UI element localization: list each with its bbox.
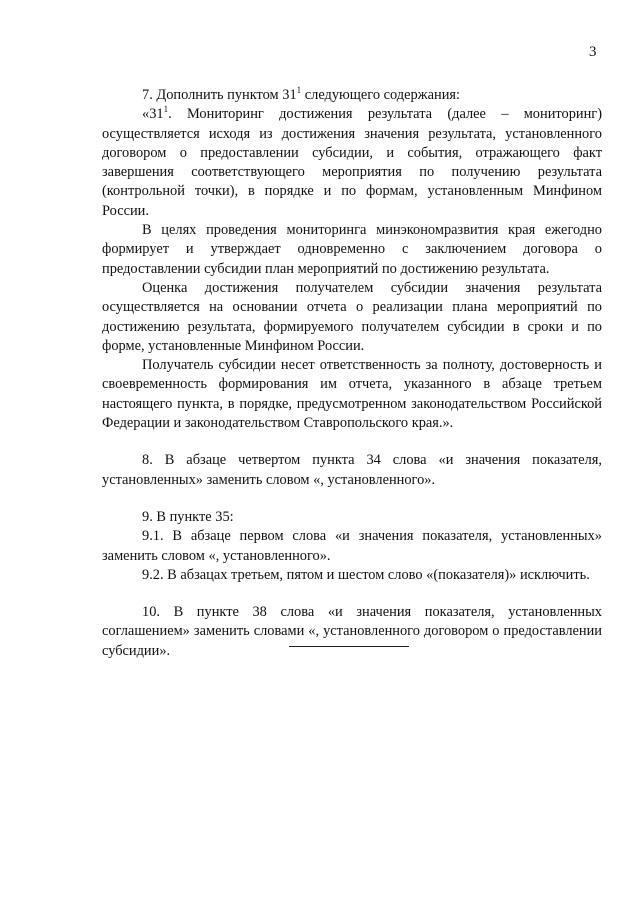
item-7-heading-tail: следующего содержания:	[301, 87, 461, 103]
item-7-heading	[102, 86, 602, 105]
item-8: 8. В абзаце четвертом пункта 34 слова «и значения показателя, установленных» заменить словом «, установленного».	[102, 452, 602, 488]
page-number: 3	[589, 44, 597, 60]
item-7-paragraph-4: Получатель субсидии несет ответственность за полноту, достоверность и своевременность формирования им отчета, указанного в абзаце третьем настоящего пункта, в порядке, предусмотренном законодательством Российской Федерации и законодательством Ставропольского края.».	[102, 357, 602, 432]
spacer	[102, 433, 602, 451]
spacer	[102, 490, 602, 508]
item-7-heading-superscript: 1	[296, 85, 302, 95]
item-7-paragraph-1-superscript: 1	[163, 104, 169, 115]
item-9-2: 9.2. В абзацах третьем, пятом и шестом слово «(показателя)» исключить.	[142, 566, 590, 583]
item-7-paragraph-2: В целях проведения мониторинга минэкономразвития края ежегодно формирует и утверждает одновременно с заключением договора о предоставлении субсидии план мероприятий по достижению результата.	[102, 222, 602, 277]
item-7-paragraph-1	[102, 105, 602, 221]
item-7-heading-text: 7. Дополнить пунктом 31	[142, 87, 297, 103]
item-9-heading: 9. В пункте 35:	[142, 508, 234, 525]
item-10: 10. В пункте 38 слова «и значения показателя, установленных соглашением» заменить словами «, установленного договором о предоставлении субсидии».	[102, 604, 602, 659]
item-7-paragraph-1-lead: «31	[142, 106, 164, 123]
document-body	[102, 86, 602, 661]
item-9-1: 9.1. В абзаце первом слова «и значения показателя, установленных» заменить словом «, установленного».	[102, 528, 602, 564]
item-7-paragraph-1-text: . Мониторинг достижения результата (далее – мониторинг) осуществляется исходя из достижения значения результата, установленного договором о предоставлении субсидии, и события, отражающего факт завершения соответствующего мероприятия по получению результата (контрольной точки), в порядке и по формам, установленным Минфином России.	[102, 106, 602, 219]
closing-rule	[289, 646, 409, 647]
spacer	[102, 585, 602, 603]
item-7-paragraph-3: Оценка достижения получателем субсидии значения результата осуществляется на основании отчета о реализации плана мероприятий по достижению результата, формируемого получателем субсидии в сроки и по форме, установленные Минфином России.	[102, 279, 602, 354]
